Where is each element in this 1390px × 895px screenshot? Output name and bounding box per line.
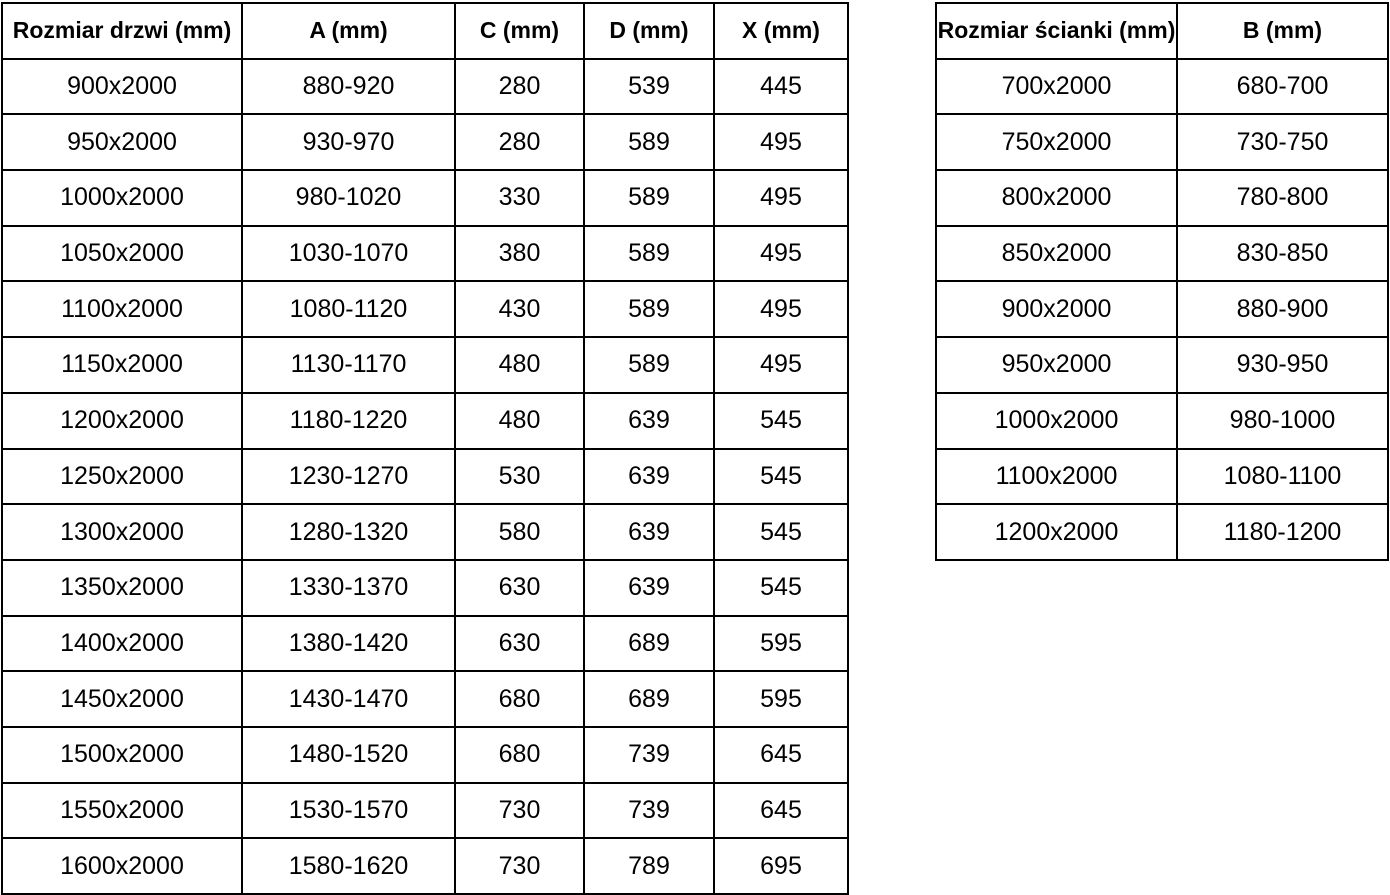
table-cell: 1330-1370 <box>242 560 455 616</box>
table-row <box>2 114 848 170</box>
table-cell: 1530-1570 <box>242 783 455 839</box>
table-row <box>936 504 1388 560</box>
table-cell: 880-920 <box>242 59 455 115</box>
table-row <box>936 226 1388 282</box>
table-row <box>2 449 848 505</box>
table-row <box>936 59 1388 115</box>
table-cell: 680 <box>455 727 584 783</box>
wall-sizes-table <box>935 2 1389 561</box>
header-cell: C (mm) <box>455 3 584 59</box>
table-cell: 700x2000 <box>936 59 1177 115</box>
table-cell: 545 <box>714 560 848 616</box>
table-cell: 730 <box>455 783 584 839</box>
table-cell: 950x2000 <box>936 337 1177 393</box>
table-cell: 900x2000 <box>2 59 242 115</box>
table-cell: 730 <box>455 838 584 894</box>
table-cell: 380 <box>455 226 584 282</box>
table-cell: 1500x2000 <box>2 727 242 783</box>
table-cell: 1200x2000 <box>2 393 242 449</box>
table-row <box>936 393 1388 449</box>
header-cell: D (mm) <box>584 3 714 59</box>
table-cell: 800x2000 <box>936 170 1177 226</box>
door-sizes-table-body <box>2 59 848 894</box>
table-cell: 1430-1470 <box>242 671 455 727</box>
table-cell: 1200x2000 <box>936 504 1177 560</box>
table-row <box>2 783 848 839</box>
table-row <box>2 59 848 115</box>
table-cell: 495 <box>714 170 848 226</box>
table-cell: 689 <box>584 616 714 672</box>
table-cell: 930-950 <box>1177 337 1388 393</box>
table-cell: 1450x2000 <box>2 671 242 727</box>
table-cell: 495 <box>714 281 848 337</box>
table-cell: 1280-1320 <box>242 504 455 560</box>
table-cell: 730-750 <box>1177 114 1388 170</box>
table-cell: 630 <box>455 560 584 616</box>
header-cell: X (mm) <box>714 3 848 59</box>
table-cell: 530 <box>455 449 584 505</box>
table-row <box>2 838 848 894</box>
table-cell: 1000x2000 <box>2 170 242 226</box>
table-cell: 950x2000 <box>2 114 242 170</box>
table-cell: 495 <box>714 337 848 393</box>
header-row <box>2 3 848 59</box>
header-cell: B (mm) <box>1177 3 1388 59</box>
table-row <box>936 281 1388 337</box>
table-row <box>2 393 848 449</box>
table-cell: 1080-1120 <box>242 281 455 337</box>
table-cell: 580 <box>455 504 584 560</box>
table-cell: 1400x2000 <box>2 616 242 672</box>
door-sizes-table-header <box>2 3 848 59</box>
table-cell: 980-1000 <box>1177 393 1388 449</box>
table-cell: 545 <box>714 393 848 449</box>
table-cell: 1050x2000 <box>2 226 242 282</box>
header-row <box>936 3 1388 59</box>
table-cell: 1180-1220 <box>242 393 455 449</box>
wall-sizes-table-header <box>936 3 1388 59</box>
table-cell: 430 <box>455 281 584 337</box>
table-cell: 630 <box>455 616 584 672</box>
header-cell: A (mm) <box>242 3 455 59</box>
table-cell: 1100x2000 <box>2 281 242 337</box>
header-cell: Rozmiar drzwi (mm) <box>2 3 242 59</box>
table-cell: 495 <box>714 114 848 170</box>
table-row <box>936 449 1388 505</box>
table-cell: 830-850 <box>1177 226 1388 282</box>
table-cell: 1600x2000 <box>2 838 242 894</box>
table-row <box>2 560 848 616</box>
table-cell: 639 <box>584 504 714 560</box>
table-cell: 639 <box>584 449 714 505</box>
table-cell: 1100x2000 <box>936 449 1177 505</box>
table-cell: 980-1020 <box>242 170 455 226</box>
table-cell: 480 <box>455 393 584 449</box>
table-cell: 645 <box>714 727 848 783</box>
table-cell: 1030-1070 <box>242 226 455 282</box>
table-cell: 1550x2000 <box>2 783 242 839</box>
table-cell: 645 <box>714 783 848 839</box>
table-row <box>2 170 848 226</box>
table-cell: 739 <box>584 727 714 783</box>
table-cell: 1000x2000 <box>936 393 1177 449</box>
table-cell: 595 <box>714 616 848 672</box>
table-cell: 330 <box>455 170 584 226</box>
table-cell: 589 <box>584 226 714 282</box>
table-cell: 589 <box>584 114 714 170</box>
table-cell: 595 <box>714 671 848 727</box>
table-cell: 1230-1270 <box>242 449 455 505</box>
table-cell: 1250x2000 <box>2 449 242 505</box>
table-cell: 900x2000 <box>936 281 1177 337</box>
table-cell: 589 <box>584 170 714 226</box>
table-cell: 930-970 <box>242 114 455 170</box>
table-cell: 850x2000 <box>936 226 1177 282</box>
table-row <box>936 170 1388 226</box>
table-row <box>2 727 848 783</box>
table-cell: 539 <box>584 59 714 115</box>
table-row <box>2 504 848 560</box>
table-cell: 689 <box>584 671 714 727</box>
table-cell: 545 <box>714 449 848 505</box>
table-row <box>936 114 1388 170</box>
table-cell: 880-900 <box>1177 281 1388 337</box>
table-cell: 695 <box>714 838 848 894</box>
table-cell: 780-800 <box>1177 170 1388 226</box>
table-cell: 480 <box>455 337 584 393</box>
table-cell: 789 <box>584 838 714 894</box>
table-cell: 495 <box>714 226 848 282</box>
table-cell: 445 <box>714 59 848 115</box>
table-cell: 1580-1620 <box>242 838 455 894</box>
table-cell: 1130-1170 <box>242 337 455 393</box>
table-cell: 1480-1520 <box>242 727 455 783</box>
table-cell: 280 <box>455 114 584 170</box>
table-cell: 1180-1200 <box>1177 504 1388 560</box>
table-cell: 1080-1100 <box>1177 449 1388 505</box>
door-sizes-table <box>1 2 849 895</box>
table-cell: 1350x2000 <box>2 560 242 616</box>
header-cell: Rozmiar ścianki (mm) <box>936 3 1177 59</box>
table-row <box>2 337 848 393</box>
table-row <box>2 281 848 337</box>
table-cell: 639 <box>584 560 714 616</box>
table-cell: 545 <box>714 504 848 560</box>
table-row <box>2 616 848 672</box>
table-cell: 589 <box>584 281 714 337</box>
table-cell: 1150x2000 <box>2 337 242 393</box>
table-cell: 589 <box>584 337 714 393</box>
table-cell: 1380-1420 <box>242 616 455 672</box>
table-row <box>936 337 1388 393</box>
table-cell: 739 <box>584 783 714 839</box>
table-row <box>2 226 848 282</box>
table-cell: 680-700 <box>1177 59 1388 115</box>
table-cell: 680 <box>455 671 584 727</box>
table-row <box>2 671 848 727</box>
table-cell: 1300x2000 <box>2 504 242 560</box>
table-cell: 280 <box>455 59 584 115</box>
wall-sizes-table-body <box>936 59 1388 560</box>
table-cell: 750x2000 <box>936 114 1177 170</box>
table-cell: 639 <box>584 393 714 449</box>
